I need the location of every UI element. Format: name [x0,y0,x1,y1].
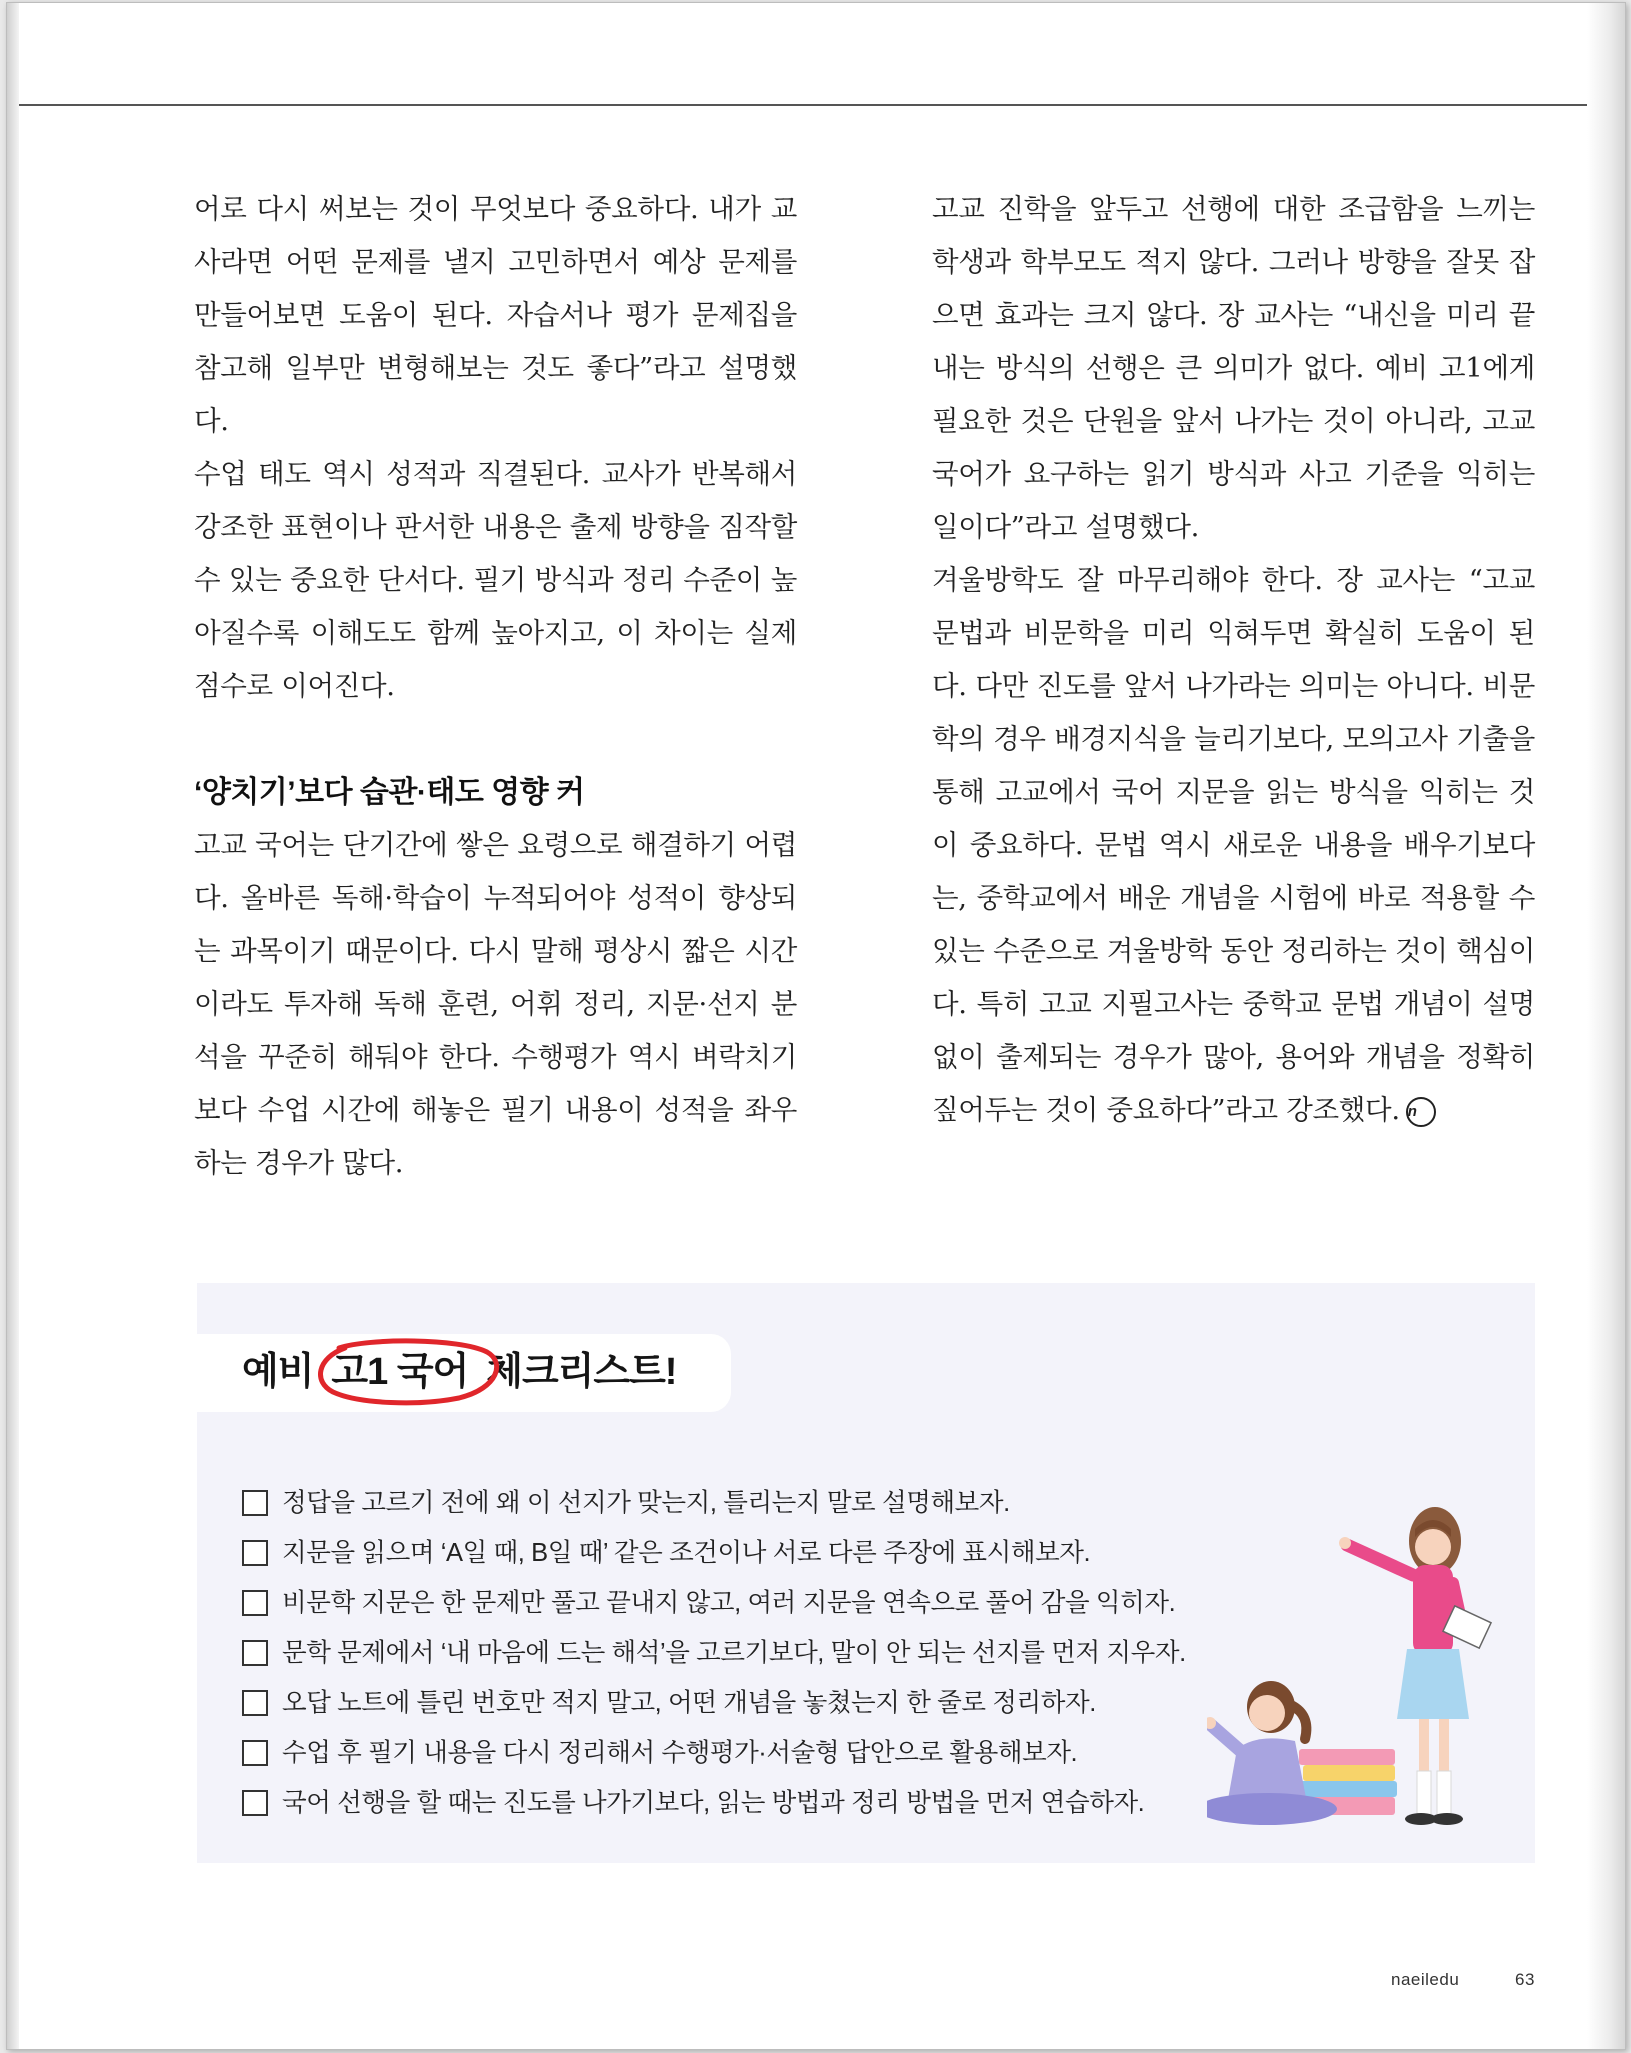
left-paragraph-2: 수업 태도 역시 성적과 직결된다. 교사가 반복해서 강조한 표현이나 판서한 내용은 출제 방향을 짐작할 수 있는 중요한 단서다. 필기 방식과 정리 수준이 높아질수록 이해도도 함께 높아지고, 이 차이는 실제 점수로 이어진다. [194,458,797,702]
header-rule [19,104,1587,106]
checkbox-icon[interactable] [242,1640,268,1666]
checklist-title-suffix: 체크리스트! [486,1351,677,1393]
right-paragraph-1: 고교 진학을 앞두고 선행에 대한 조급함을 느끼는 학생과 학부모도 적지 않다. 그러나 방향을 잘못 잡으면 효과는 크지 않다. 장 교사는 “내신을 미리 끝내는 방식의 선행은 큰 의미가 없다. 예비 고1에게 필요한 것은 단원을 앞서 나가는 것이 아니라, 고교 국어가 요구하는 읽기 방식과 사고 기준을 익히는 일이다”라고 설명했다. [932,193,1535,543]
right-paragraph-2 [932,554,1535,1137]
article-end-mark-icon: n [1406,1097,1436,1127]
checklist-title-box [197,1334,731,1412]
checkbox-icon[interactable] [242,1590,268,1616]
checklist-item[interactable] [242,1628,1186,1678]
right-column [932,183,1535,1137]
checklist-item[interactable] [242,1728,1186,1778]
checklist-item-text: 지문을 읽으며 ‘A일 때, B일 때’ 같은 조건이나 서로 다른 주장에 표시해보자. [282,1539,1091,1567]
footer-brand: naeiledu [1391,1970,1460,1989]
red-circle-highlight-icon [309,1336,509,1408]
checklist-item[interactable] [242,1678,1186,1728]
checklist-item-text: 문학 문제에서 ‘내 마음에 드는 해석’을 고르기보다, 말이 안 되는 선지를 먼저 지우자. [282,1639,1186,1667]
checkbox-icon[interactable] [242,1490,268,1516]
left-paragraph-1: 어로 다시 써보는 것이 무엇보다 중요하다. 내가 교사라면 어떤 문제를 낼지 고민하면서 예상 문제를 만들어보면 도움이 된다. 자습서나 평가 문제집을 참고해 일부만 변형해보는 것도 좋다”라고 설명했다. [194,193,797,437]
checklist-panel [197,1283,1535,1863]
right-paragraph-2-text: 겨울방학도 잘 마무리해야 한다. 장 교사는 “고교 문법과 비문학을 미리 익혀두면 확실히 도움이 된다. 다만 진도를 앞서 나가라는 의미는 아니다. 비문학의 경우 배경지식을 늘리기보다, 모의고사 기출을 통해 고교에서 국어 지문을 읽는 방식을 익히는 것이 중요하다. 문법 역시 새로운 내용을 배우기보다는, 중학교에서 배운 개념을 시험에 바로 적용할 수 있는 수준으로 겨울방학 동안 정리하는 것이 핵심이다. 특히 고교 지필고사는 중학교 문법 개념이 설명 없이 출제되는 경우가 많아, 용어와 개념을 정확히 짚어두는 것이 중요하다”라고 강조했다. [932,564,1535,1126]
checklist-item-text: 오답 노트에 틀린 번호만 적지 말고, 어떤 개념을 놓쳤는지 한 줄로 정리하자. [282,1689,1096,1717]
checklist-item[interactable] [242,1528,1186,1578]
students-studying-illustration [1207,1453,1527,1853]
page-gutter-shadow [7,3,19,2049]
left-paragraph-3: 고교 국어는 단기간에 쌓은 요령으로 해결하기 어렵다. 올바른 독해·학습이 누적되어야 성적이 향상되는 과목이기 때문이다. 다시 말해 평상시 짧은 시간이라도 투자해 독해 훈련, 어휘 정리, 지문·선지 분석을 꾸준히 해둬야 한다. 수행평가 역시 벼락치기보다 수업 시간에 해놓은 필기 내용이 성적을 좌우하는 경우가 많다. [194,829,797,1179]
checklist-item[interactable] [242,1478,1186,1528]
checkbox-icon[interactable] [242,1740,268,1766]
magazine-page [6,2,1626,2050]
checkbox-icon[interactable] [242,1540,268,1566]
checklist-item[interactable] [242,1578,1186,1628]
checklist-item-text: 비문학 지문은 한 문제만 풀고 끝내지 않고, 여러 지문을 연속으로 풀어 감을 익히자. [282,1589,1176,1617]
checkbox-icon[interactable] [242,1690,268,1716]
checkbox-icon[interactable] [242,1790,268,1816]
section-subheading: ‘양치기’보다 습관·태도 영향 커 [194,776,585,809]
checklist-title-highlight-text: 고1 국어 [331,1351,469,1393]
checklist [242,1478,1186,1828]
page-edge-shadow [1587,3,1625,2049]
checklist-title-prefix: 예비 [242,1351,314,1393]
left-column [194,183,797,1190]
checklist-title-highlight [331,1342,468,1402]
checklist-item-text: 국어 선행을 할 때는 진도를 나가기보다, 읽는 방법과 정리 방법을 먼저 연습하자. [282,1789,1145,1817]
checklist-title [242,1342,676,1402]
page-number: 63 [1515,1970,1535,1989]
checklist-item-text: 수업 후 필기 내용을 다시 정리해서 수행평가·서술형 답안으로 활용해보자. [282,1739,1078,1767]
checklist-item-text: 정답을 고르기 전에 왜 이 선지가 맞는지, 틀리는지 말로 설명해보자. [282,1489,1010,1517]
checklist-item[interactable] [242,1778,1186,1828]
